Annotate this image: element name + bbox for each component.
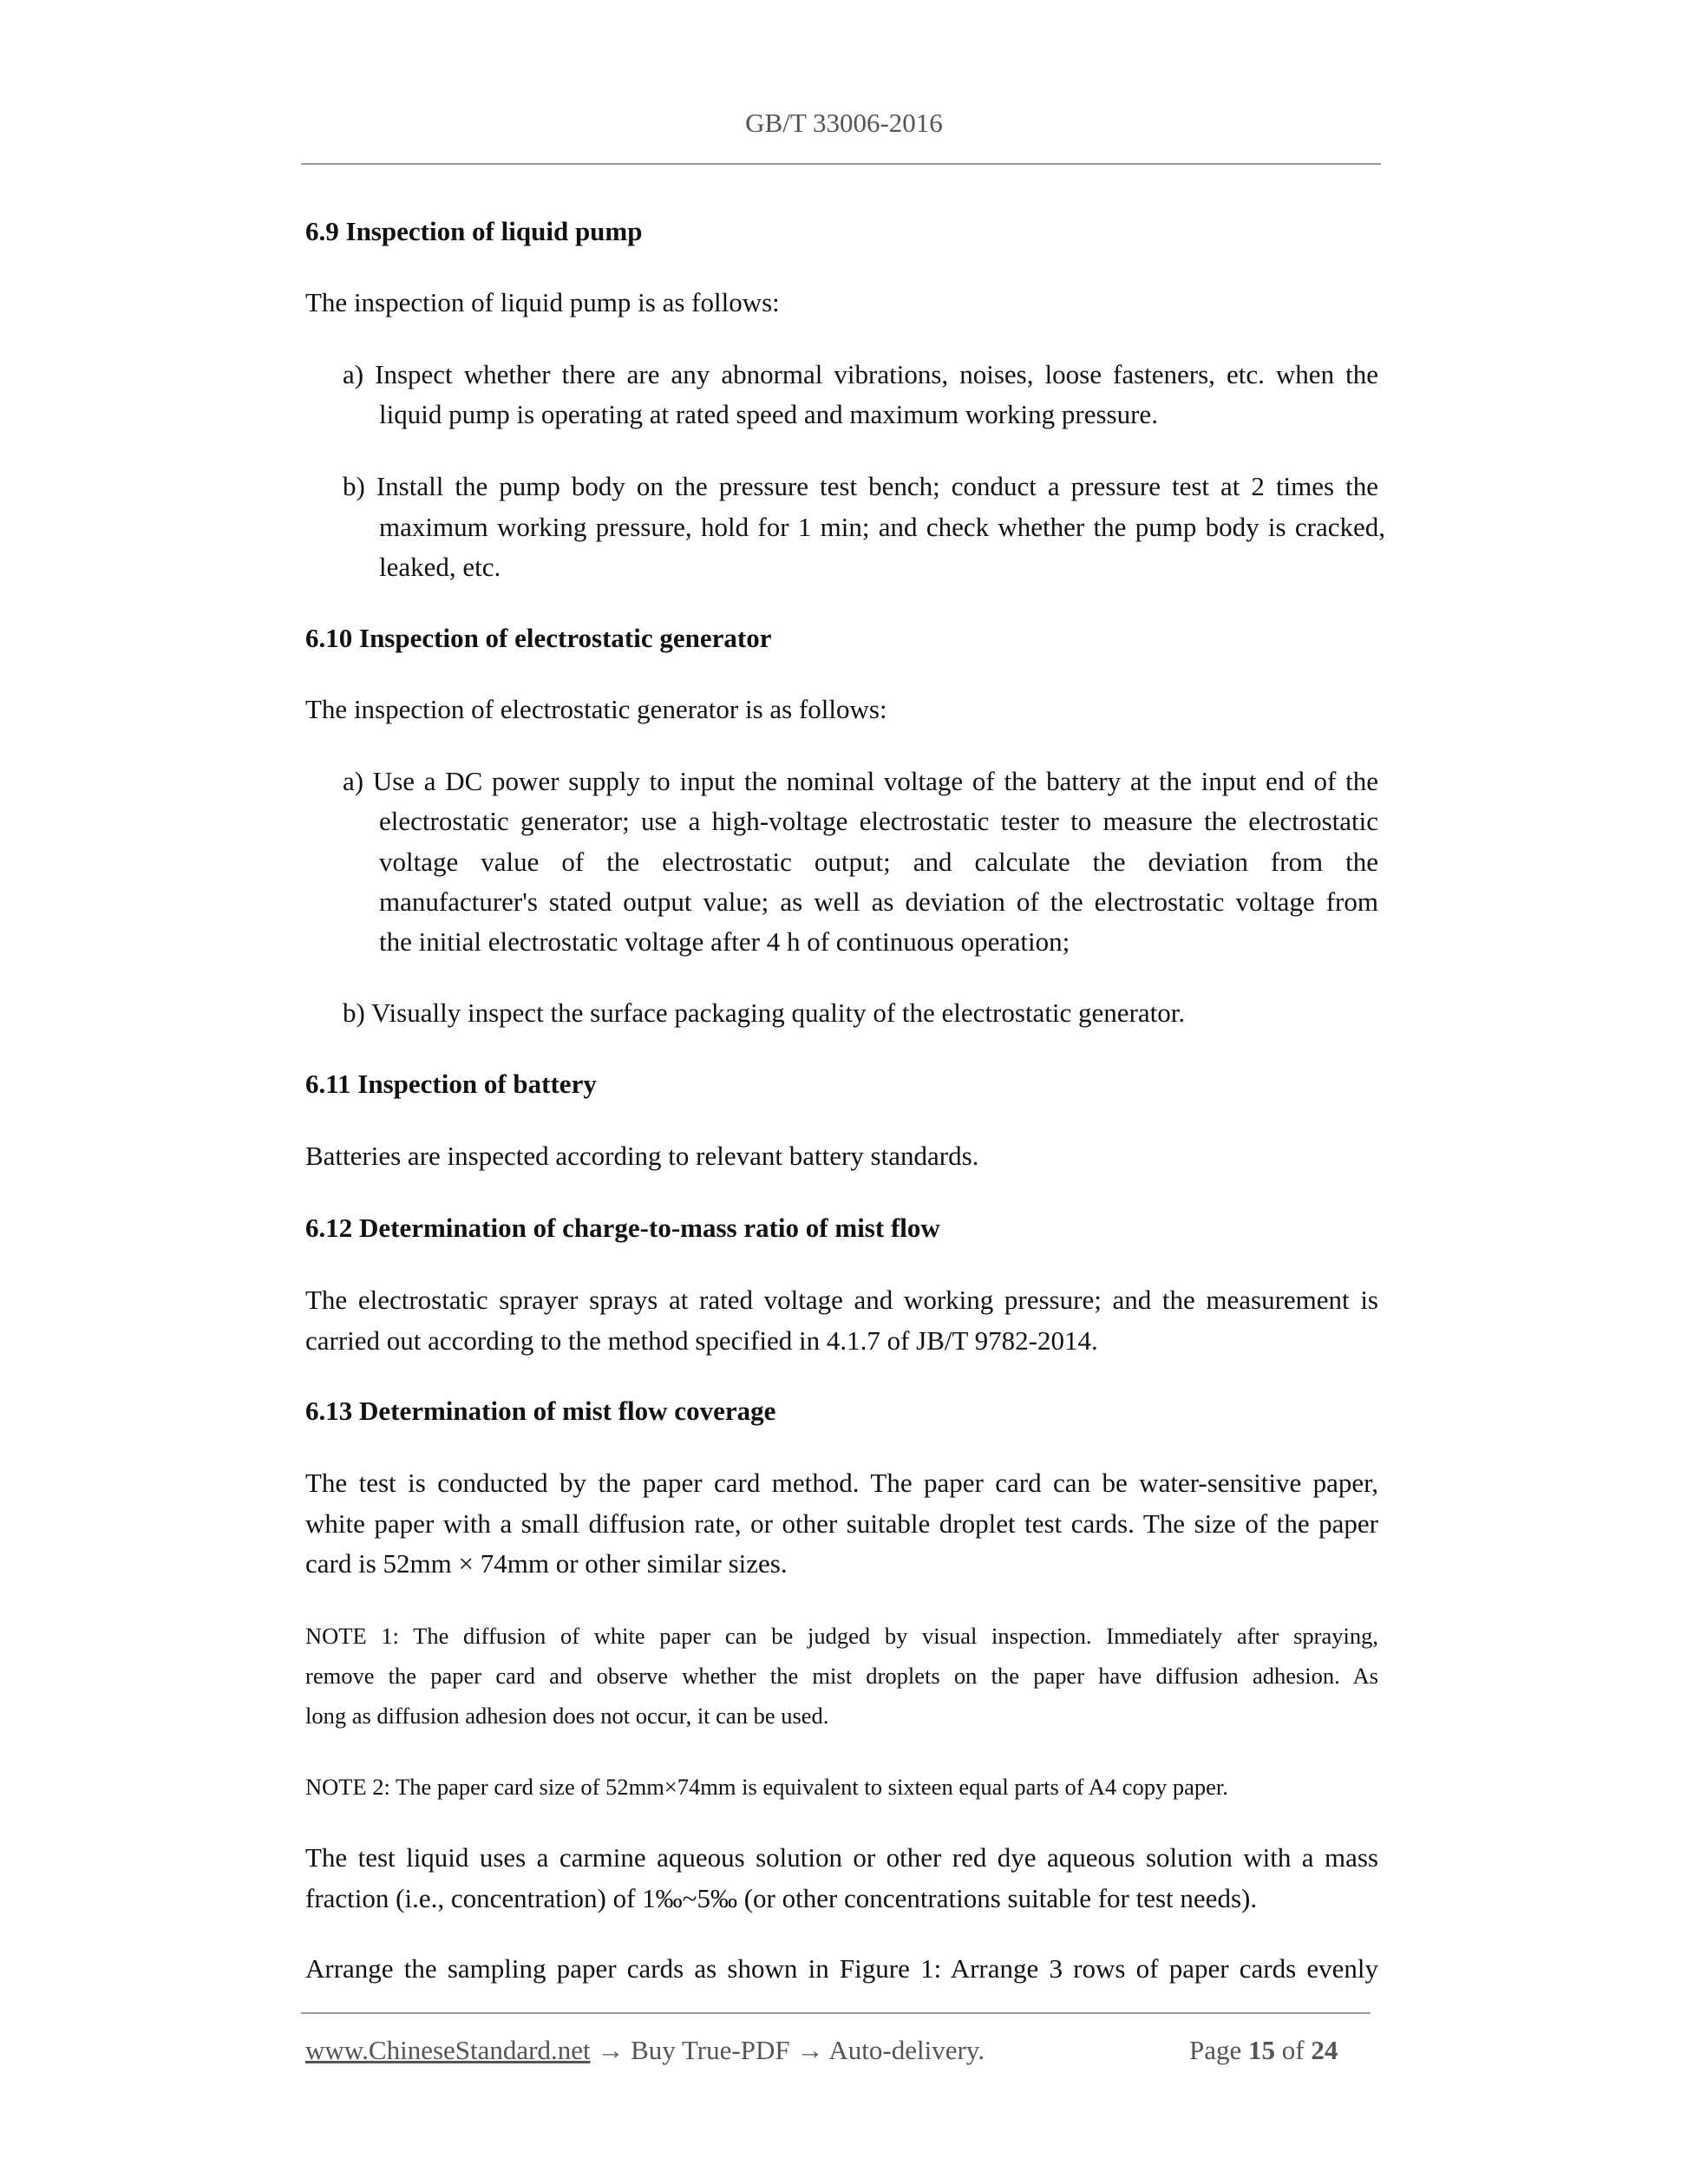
header-rule [301,163,1381,165]
list-item-6-9-b-line-2: maximum working pressure, hold for 1 min; and check whether the pump body is cracked, [379,512,1385,542]
section-heading-6-11: 6.11 Inspection of battery [305,1069,597,1099]
list-item-6-9-b-line-1: b) Install the pump body on the pressure test bench; conduct a pressure test at 2 times the [343,471,1378,501]
section-6-13-para3: Arrange the sampling paper cards as shown in Figure 1: Arrange 3 rows of paper cards evenly [305,1953,1378,1984]
page-indicator [1189,2033,1338,2068]
arrow-right-icon: → [597,2035,625,2065]
list-item-6-10-a-line-5: the initial electrostatic voltage after 4 h of continuous operation; [379,926,1070,957]
section-6-13-para2-line-1: The test liquid uses a carmine aqueous solution or other red dye aqueous solution with a mass [305,1842,1378,1873]
page-of-label: of [1281,2035,1305,2065]
section-6-13-para1-line-2: white paper with a small diffusion rate, or other suitable droplet test cards. The size of the paper [305,1508,1378,1539]
site-link[interactable]: www.ChineseStandard.net [305,2035,591,2065]
arrow-right-icon: → [796,2035,824,2065]
section-6-12-line-2: carried out according to the method specified in 4.1.7 of JB/T 9782-2014. [305,1325,1098,1356]
list-item-6-9-b-line-3: leaked, etc. [379,552,501,582]
page-current: 15 [1248,2035,1276,2065]
note-2: NOTE 2: The paper card size of 52mm×74mm is equivalent to sixteen equal parts of A4 copy paper. [305,1774,1228,1800]
buy-pdf-text: Buy True-PDF [631,2035,790,2065]
note-1-line-3: long as diffusion adhesion does not occur, it can be used. [305,1703,829,1729]
section-6-13-para1-line-3: card is 52mm × 74mm or other similar sizes. [305,1548,788,1579]
list-item-6-9-a-line-2: liquid pump is operating at rated speed and maximum working pressure. [379,399,1158,429]
note-1-line-1: NOTE 1: The diffusion of white paper can be judged by visual inspection. Immediately after spraying, [305,1623,1378,1649]
auto-delivery-text: Auto-delivery. [828,2035,985,2065]
section-6-13-para2-line-2: fraction (i.e., concentration) of 1‰~5‰ (or other concentrations suitable for test needs). [305,1883,1258,1913]
section-6-12-line-1: The electrostatic sprayer sprays at rated voltage and working pressure; and the measurement is [305,1285,1378,1315]
list-item-6-9-a-line-1: a) Inspect whether there are any abnormal vibrations, noises, loose fasteners, etc. when the [343,359,1378,389]
list-item-6-10-b: b) Visually inspect the surface packaging quality of the electrostatic generator. [343,997,1186,1028]
document-id-header: GB/T 33006-2016 [745,108,943,138]
section-heading-6-12: 6.12 Determination of charge-to-mass ratio of mist flow [305,1213,940,1243]
section-heading-6-10: 6.10 Inspection of electrostatic generator [305,623,772,653]
list-item-6-10-a-line-3: voltage value of the electrostatic output; and calculate the deviation from the [379,847,1378,877]
page-label: Page [1189,2035,1242,2065]
page-total: 24 [1311,2035,1338,2065]
section-6-10-intro: The inspection of electrostatic generator is as follows: [305,694,887,724]
list-item-6-10-a-line-2: electrostatic generator; use a high-voltage electrostatic tester to measure the electrostatic [379,806,1378,836]
section-heading-6-13: 6.13 Determination of mist flow coverage [305,1396,776,1426]
section-6-13-para1-line-1: The test is conducted by the paper card method. The paper card can be water-sensitive paper, [305,1468,1378,1498]
note-1-line-2: remove the paper card and observe whether the mist droplets on the paper have diffusion adhesion. As [305,1663,1378,1689]
section-6-9-intro: The inspection of liquid pump is as follows: [305,287,780,317]
footer-rule [301,2012,1371,2014]
section-heading-6-9: 6.9 Inspection of liquid pump [305,216,643,246]
list-item-6-10-a-line-1: a) Use a DC power supply to input the nominal voltage of the battery at the input end of the [343,766,1378,796]
list-item-6-10-a-line-4: manufacturer's stated output value; as well as deviation of the electrostatic voltage from [379,886,1378,917]
footer-promo [305,2033,985,2068]
section-6-11-body: Batteries are inspected according to relevant battery standards. [305,1141,979,1171]
